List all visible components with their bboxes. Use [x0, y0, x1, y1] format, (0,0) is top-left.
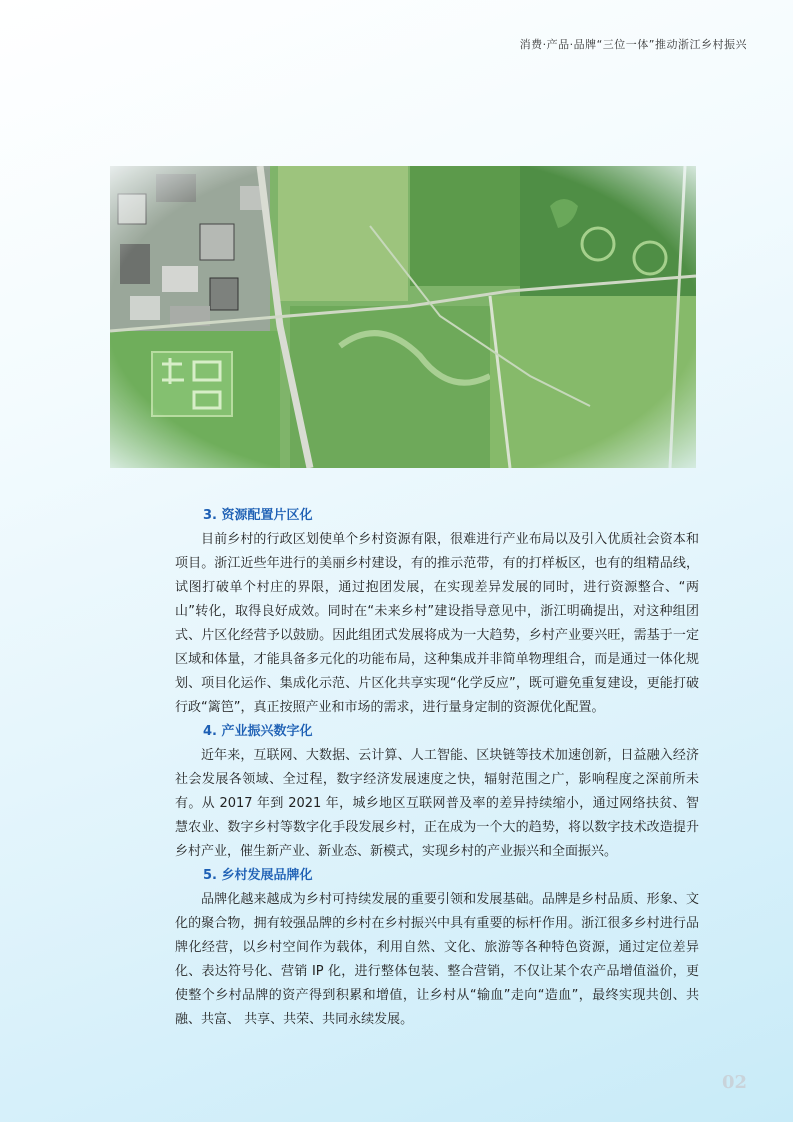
section-heading-resource: 3. 资源配置片区化 — [203, 508, 313, 523]
page-number: 02 — [721, 1072, 747, 1093]
section-heading-digital: 4. 产业振兴数字化 — [203, 724, 313, 739]
running-header: 消费·产品·品牌“三位一体”推动浙江乡村振兴 — [519, 38, 747, 51]
section-heading-brand: 5. 乡村发展品牌化 — [203, 868, 313, 883]
section-paragraph-brand: 品牌化越来越成为乡村可持续发展的重要引领和发展基础。品牌是乡村品质、形象、文化的聚合物，拥有较强品牌的乡村在乡村振兴中具有重要的标杆作用。浙江很多乡村进行品牌化经营，以乡村空间作为载体，利用自然、文化、旅游等各种特色资源，通过定位差异化、表达符号化、营销 IP 化，进行整体包装、整合营销，不仅让某个农产品增值溢价，更使整个乡村品牌的资产得到积累和增值，让乡村从“输血”走向“造血”，最终实现共创、共融、共富、 共享、共荣、共同永续发展。 — [175, 892, 699, 1027]
section-paragraph-resource: 目前乡村的行政区划使单个乡村资源有限，很难进行产业布局以及引入优质社会资本和项目。浙江近些年进行的美丽乡村建设，有的推示范带，有的打样板区，也有的组精品线，试图打破单个村庄的界限，通过抱团发展，在实现差异发展的同时，进行资源整合、“两山”转化，取得良好成效。同时在“未来乡村”建设指导意见中，浙江明确提出，对这种组团式、片区化经营予以鼓励。因此组团式发展将成为一大趋势，乡村产业要兴旺，需基于一定区域和体量，才能具备多元化的功能布局，这种集成并非简单物理组合，而是通过一体化规划、项目化运作、集成化示范、片区化共享实现“化学反应”，既可避免重复建设，更能打破行政“篱笆”，真正按照产业和市场的需求，进行量身定制的资源优化配置。 — [175, 532, 699, 715]
aerial-photo — [110, 166, 696, 468]
article-body — [175, 504, 699, 1032]
section-paragraph-digital: 近年来，互联网、大数据、云计算、人工智能、区块链等技术加速创新，日益融入经济社会发展各领域、全过程，数字经济发展速度之快，辐射范围之广，影响程度之深前所未有。从 2017 年到 2021 年，城乡地区互联网普及率的差异持续缩小，通过网络扶贫、智慧农业、数字乡村等数字化手段发展乡村，正在成为一个大的趋势，将以数字技术改造提升乡村产业，催生新产业、新业态、新模式，实现乡村的产业振兴和全面振兴。 — [175, 748, 699, 859]
